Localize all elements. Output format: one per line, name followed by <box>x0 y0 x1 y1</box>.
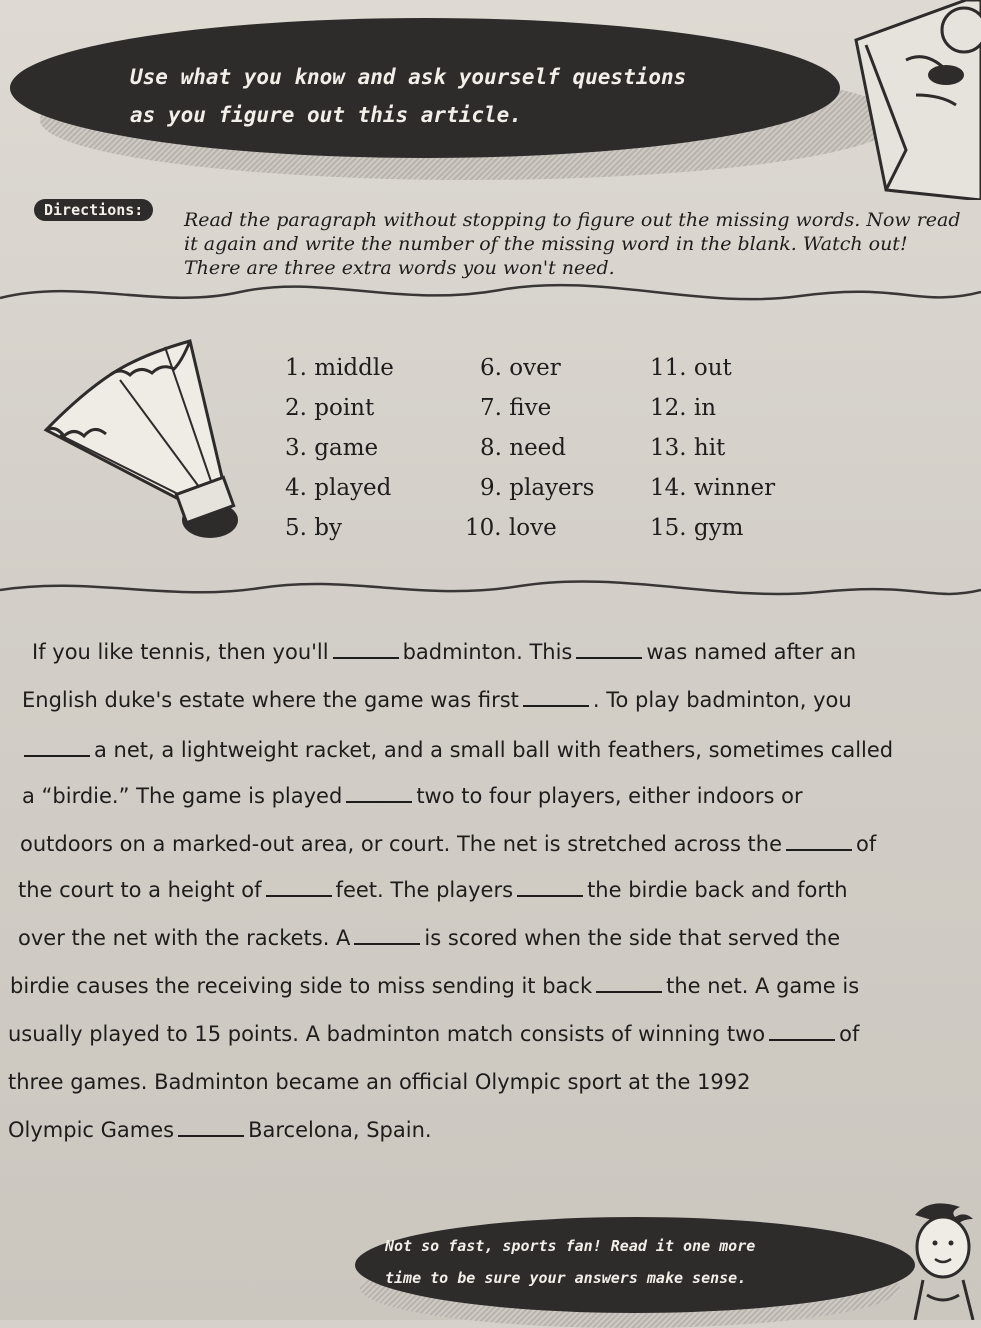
answer-blank[interactable] <box>24 741 90 757</box>
text-segment: the court to a height of <box>18 878 262 902</box>
word-bank-item: 15. gym <box>650 515 744 541</box>
answer-blank[interactable] <box>178 1121 244 1137</box>
text-segment: If you like tennis, then you'll <box>32 640 329 664</box>
text-segment: the net. A game is <box>666 974 860 998</box>
paragraph-line <box>10 974 859 998</box>
text-segment: birdie causes the receiving side to miss sending it back <box>10 974 593 998</box>
text-segment: over the net with the rackets. A <box>18 926 351 950</box>
paragraph-line <box>32 640 856 664</box>
word-bank <box>285 355 805 555</box>
word-bank-item: 4. played <box>285 475 392 501</box>
directions-text: Read the paragraph without stopping to figure out the missing words. Now read it again and write the number of the missing word in the blank. Watch out! There are three extra words you won't need. <box>184 209 961 279</box>
paragraph-line <box>18 878 848 902</box>
word-bank-item: 1. middle <box>285 355 394 381</box>
paragraph-line <box>18 926 840 950</box>
paragraph-line <box>8 1118 432 1142</box>
word-bank-item: 7. five <box>480 395 552 421</box>
text-segment: three games. Badminton became an official Olympic sport at the 1992 <box>8 1070 751 1094</box>
answer-blank[interactable] <box>333 643 399 659</box>
header-line-1: Use what you know and ask yourself questions <box>130 65 687 89</box>
answer-blank[interactable] <box>786 835 852 851</box>
word-bank-item: 13. hit <box>650 435 726 461</box>
word-bank-item: 9. players <box>480 475 595 501</box>
text-segment: feet. The players <box>335 878 514 902</box>
paragraph-line <box>22 688 852 712</box>
bottom-divider <box>0 572 981 612</box>
text-segment: is scored when the side that served the <box>424 926 841 950</box>
word-bank-item: 14. winner <box>650 475 776 501</box>
cartoon-reader-illustration <box>846 0 981 200</box>
header-line-2: as you figure out this article. <box>130 103 522 127</box>
word-bank-item: 10. love <box>465 515 557 541</box>
text-segment: of <box>856 832 877 856</box>
footer-text <box>385 1230 885 1294</box>
text-segment: English duke's estate where the game was first <box>22 688 519 712</box>
answer-blank[interactable] <box>346 787 412 803</box>
word-bank-item: 8. need <box>480 435 567 461</box>
shuttlecock-illustration <box>40 335 240 550</box>
word-bank-item: 2. point <box>285 395 375 421</box>
text-segment: usually played to 15 points. A badminton match consists of winning two <box>8 1022 766 1046</box>
answer-blank[interactable] <box>517 881 583 897</box>
text-segment: badminton. This <box>402 640 573 664</box>
answer-blank[interactable] <box>769 1025 835 1041</box>
header-text <box>130 58 770 134</box>
word-bank-item: 6. over <box>480 355 561 381</box>
answer-blank[interactable] <box>354 929 420 945</box>
word-bank-item: 12. in <box>650 395 717 421</box>
answer-blank[interactable] <box>576 643 642 659</box>
paragraph-line <box>8 1022 859 1046</box>
paragraph-line <box>20 832 876 856</box>
answer-blank[interactable] <box>266 881 332 897</box>
paragraph-line <box>22 784 803 808</box>
text-segment: of <box>839 1022 860 1046</box>
text-segment: . To play badminton, you <box>592 688 852 712</box>
text-segment: a net, a lightweight racket, and a small ball with feathers, sometimes called <box>94 738 894 762</box>
footer-line-1: Not so fast, sports fan! Read it one more <box>385 1237 756 1255</box>
text-segment: outdoors on a marked-out area, or court. The net is stretched across the <box>20 832 783 856</box>
paragraph-line <box>20 738 893 762</box>
text-segment: a “birdie.” The game is played <box>22 784 343 808</box>
footer-line-2: time to be sure your answers make sense. <box>385 1269 747 1287</box>
answer-blank[interactable] <box>523 691 589 707</box>
word-bank-item: 5. by <box>285 515 342 541</box>
top-divider <box>0 278 981 318</box>
word-bank-item: 3. game <box>285 435 379 461</box>
answer-blank[interactable] <box>596 977 662 993</box>
text-segment: two to four players, either indoors or <box>416 784 803 808</box>
text-segment: was named after an <box>646 640 857 664</box>
cartoon-boy-illustration <box>905 1195 981 1320</box>
text-segment: the birdie back and forth <box>587 878 848 902</box>
word-bank-item: 11. out <box>650 355 732 381</box>
text-segment: Barcelona, Spain. <box>248 1118 432 1142</box>
directions-label: Directions: <box>34 199 153 221</box>
text-segment: Olympic Games <box>8 1118 175 1142</box>
paragraph-line <box>8 1070 751 1094</box>
